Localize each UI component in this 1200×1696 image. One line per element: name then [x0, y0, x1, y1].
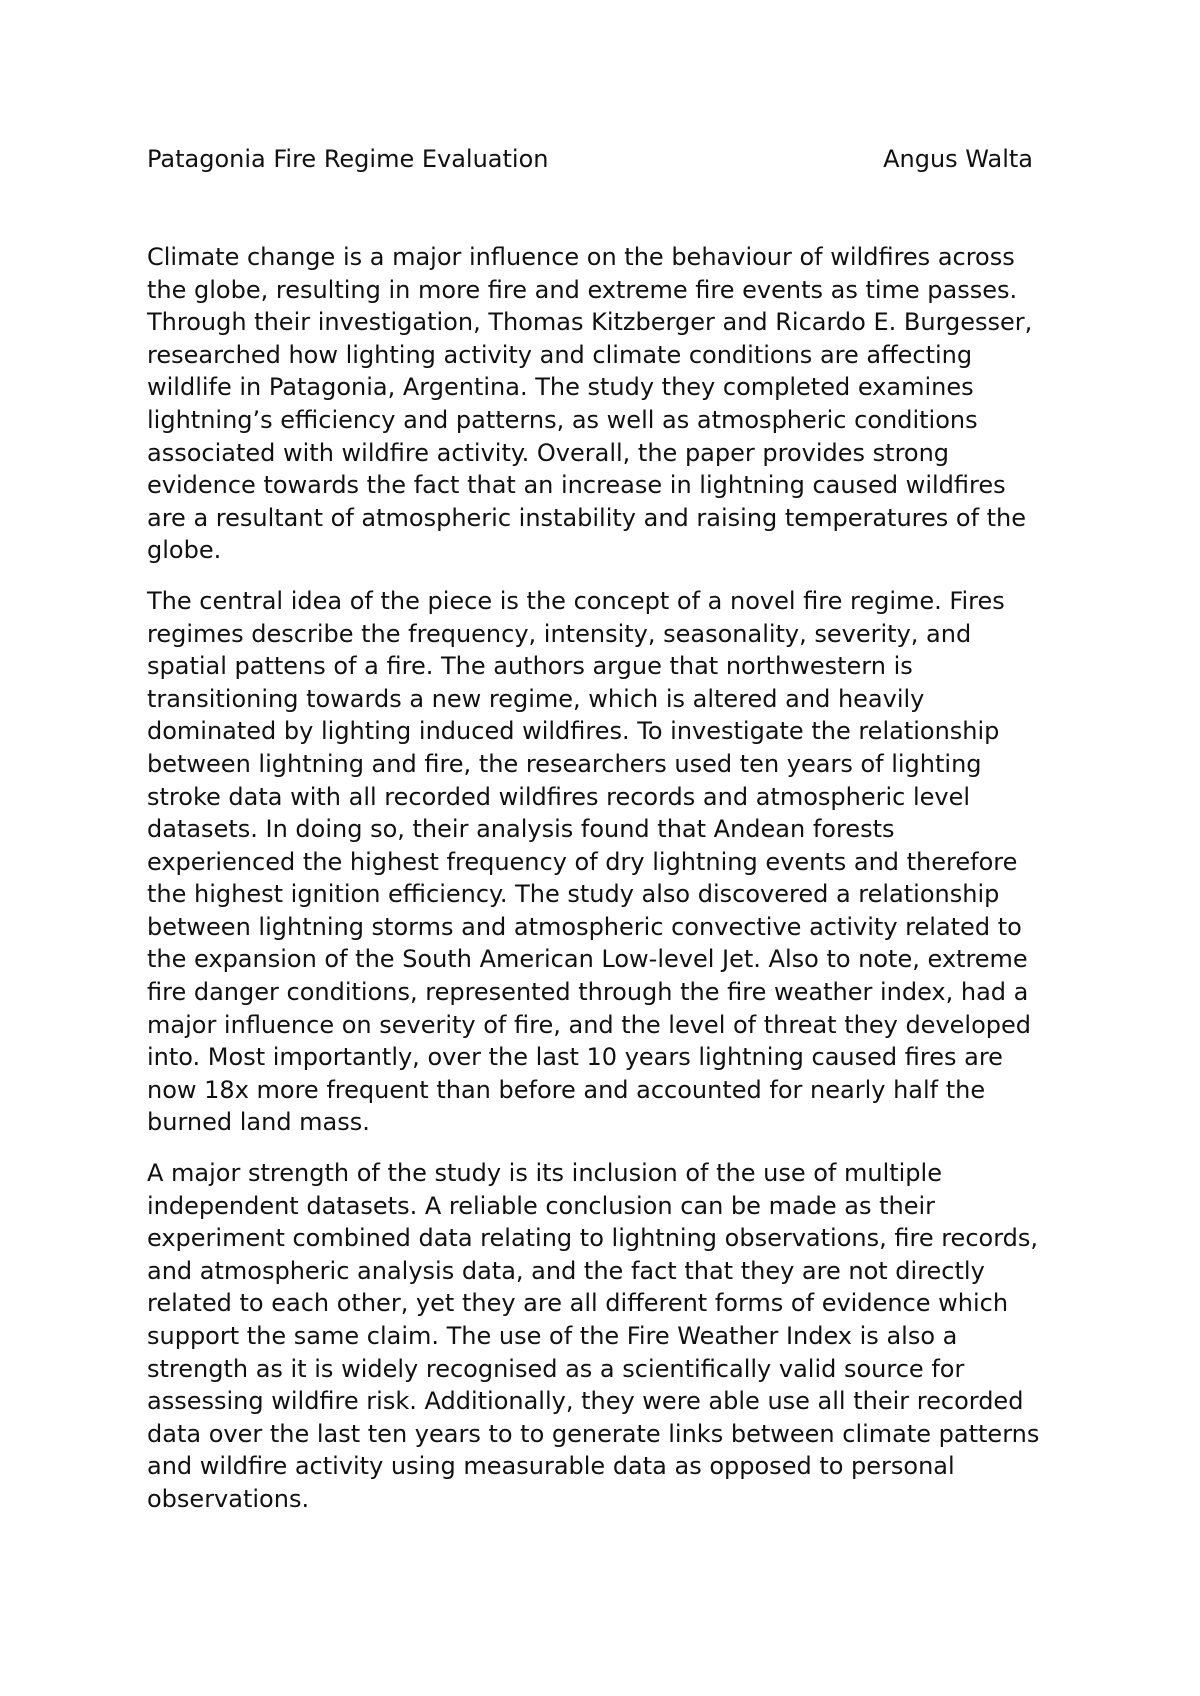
text-line: experiment combined data relating to lightning observations, fire records,: [147, 1224, 1039, 1253]
text-line: spatial pattens of a fire. The authors argue that northwestern is: [147, 652, 913, 681]
text-line: assessing wildfire risk. Additionally, they were able use all their recorded: [147, 1387, 1024, 1416]
text-line: major influence on severity of fire, and the level of threat they developed: [147, 1010, 1031, 1039]
text-line: data over the last ten years to to generate links between climate patterns: [147, 1419, 1040, 1448]
text-line: dominated by lighting induced wildfires. To investigate the relationship: [147, 717, 1000, 746]
author-name: Angus Walta: [883, 145, 1033, 173]
document-body: [147, 241, 1077, 1534]
text-line: fire danger conditions, represented through the fire weather index, had a: [147, 978, 1029, 1007]
text-line: Through their investigation, Thomas Kitzberger and Ricardo E. Burgesser,: [147, 308, 1033, 337]
text-line: associated with wildfire activity. Overall, the paper provides strong: [147, 438, 950, 467]
text-line: wildlife in Patagonia, Argentina. The study they completed examines: [147, 373, 974, 402]
text-line: between lightning and fire, the researchers used ten years of lighting: [147, 749, 982, 778]
text-line: related to each other, yet they are all different forms of evidence which: [147, 1289, 1009, 1318]
text-line: observations.: [147, 1484, 310, 1513]
text-line: the highest ignition efficiency. The study also discovered a relationship: [147, 880, 1000, 909]
document-header: [147, 141, 1033, 177]
text-line: between lightning storms and atmospheric convective activity related to: [147, 912, 1022, 941]
text-line: support the same claim. The use of the Fire Weather Index is also a: [147, 1322, 958, 1350]
text-line: now 18x more frequent than before and accounted for nearly half the: [147, 1075, 986, 1104]
text-line: regimes describe the frequency, intensity, seasonality, severity, and: [147, 619, 972, 648]
text-line: burned land mass.: [147, 1108, 370, 1137]
text-line: are a resultant of atmospheric instability and raising temperatures of the: [147, 503, 1027, 532]
text-line: Climate change is a major influence on the behaviour of wildfires across: [147, 243, 1015, 271]
text-line: experienced the highest frequency of dry lightning events and therefore: [147, 847, 1018, 876]
text-line: and atmospheric analysis data, and the fact that they are not directly: [147, 1256, 985, 1285]
text-line: and wildfire activity using measurable data as opposed to personal: [147, 1452, 955, 1481]
document-title: Patagonia Fire Regime Evaluation: [147, 145, 549, 173]
text-line: transitioning towards a new regime, which is altered and heavily: [147, 684, 925, 713]
text-line: strength as it is widely recognised as a scientifically valid source for: [147, 1354, 965, 1383]
text-line: independent datasets. A reliable conclusion can be made as their: [147, 1191, 936, 1220]
text-line: the expansion of the South American Low-level Jet. Also to note, extreme: [147, 945, 1028, 974]
text-line: globe.: [147, 536, 222, 565]
text-line: A major strength of the study is its inclusion of the use of multiple: [147, 1159, 942, 1188]
text-line: researched how lighting activity and climate conditions are affecting: [147, 340, 973, 369]
text-line: lightning’s efficiency and patterns, as well as atmospheric conditions: [147, 405, 978, 434]
text-line: stroke data with all recorded wildfires records and atmospheric level: [147, 782, 971, 811]
text-line: into. Most importantly, over the last 10 years lightning caused fires are: [147, 1043, 1003, 1072]
text-line: datasets. In doing so, their analysis found that Andean forests: [147, 815, 895, 844]
paragraph: [147, 585, 1077, 1139]
text-line: The central idea of the piece is the concept of a novel fire regime. Fires: [147, 586, 1005, 615]
text-line: evidence towards the fact that an increase in lightning caused wildfires: [147, 471, 1006, 500]
paragraph: [147, 1157, 1077, 1516]
text-line: the globe, resulting in more fire and extreme fire events as time passes.: [147, 275, 1018, 304]
paragraph: [147, 241, 1077, 567]
